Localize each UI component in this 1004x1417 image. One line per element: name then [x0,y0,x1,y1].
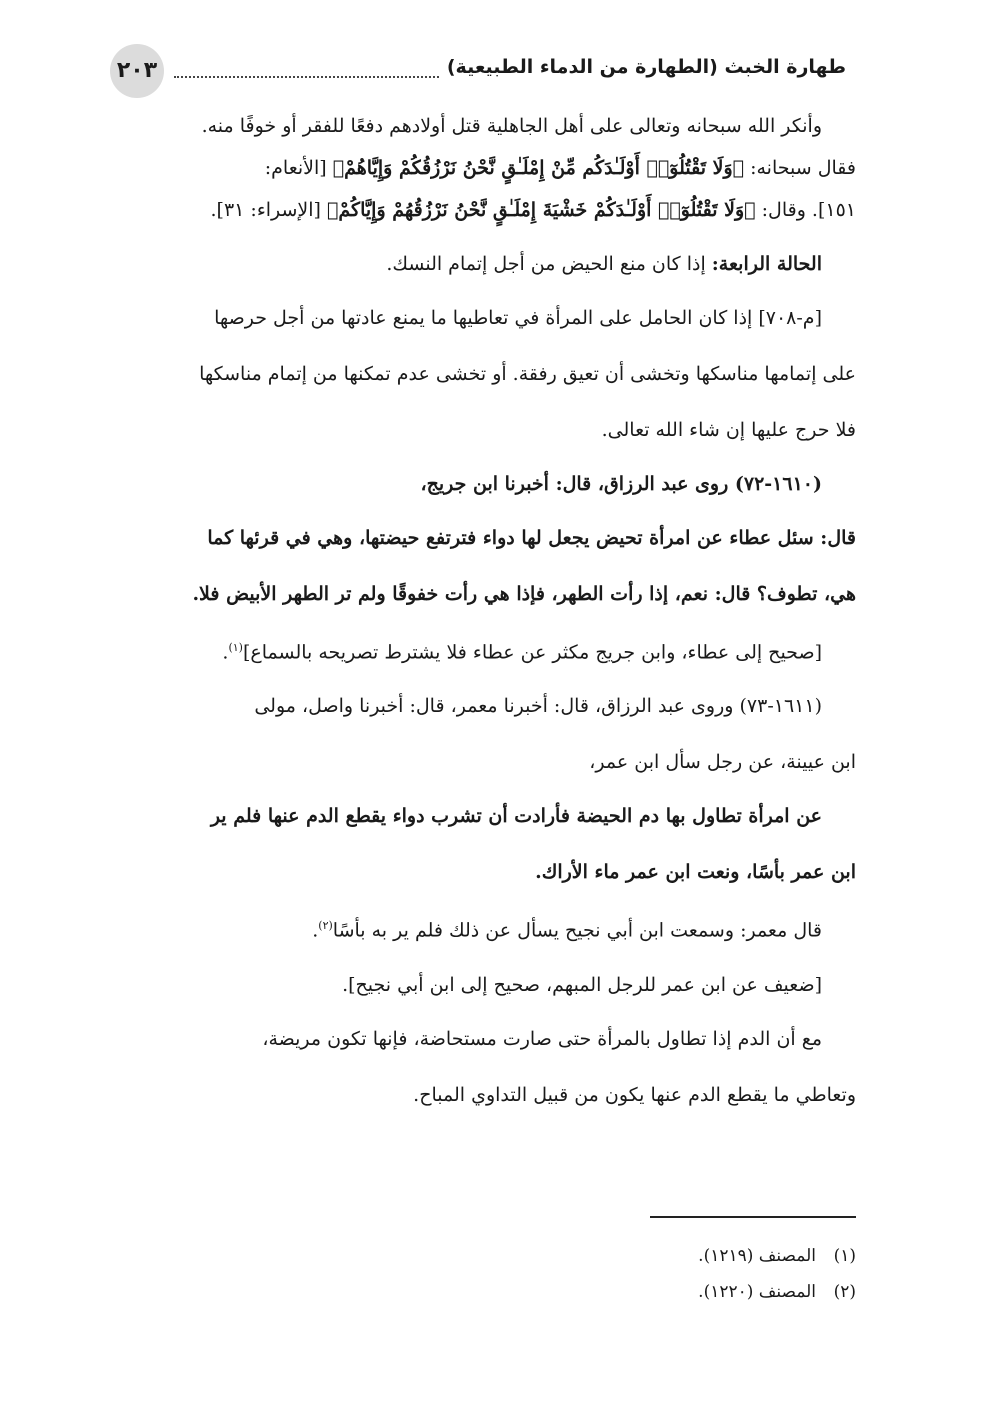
verse-reference: ١٥١]. وقال: [755,199,856,221]
grading-1 [114,634,856,666]
paragraph-1-line-3 [114,196,856,224]
hadith-text-2-line-2: ابن عمر بأسًا، ونعت ابن عمر ماء الأراك. [535,861,856,884]
paragraph-final-line-2: وتعاطي ما يقطع الدم عنها يكون من قبيل التداوي المباح. [413,1083,856,1106]
paragraph-final-line-1: مع أن الدم إذا تطاول بالمرأة حتى صارت مستحاضة، فإنها تكون مريضة، [262,1027,822,1050]
text: إذا كان منع الحيض من أجل إتمام النسك. [386,253,712,275]
quran-verse: ﴿وَلَا تَقْتُلُوٓا۟ أَوْلَـٰدَكُم مِّنْ إِمْلَـٰقٍ نَّحْنُ نَرْزُقُكُمْ وَإِيَّاهُمْ﴾ [332,157,745,179]
hadith-text-1-line-2: هي، تطوف؟ قال: نعم، إذا رأت الطهر، فإذا هي رأت خفوقًا ولم تر الطهر الأبيض فلا. [192,583,856,605]
paragraph-1-line-1: وأنكر الله سبحانه وتعالى على أهل الجاهلية قتل أولادهم دفعًا للفقر أو خوفًا منه. [201,115,822,137]
footnotes [148,1238,856,1310]
running-title: طهارة الخبث (الطهارة من الدماء الطبيعية) [441,56,846,78]
main-text [114,112,856,1109]
section-heading: الحالة الرابعة: [711,253,822,275]
text: قال معمر: وسمعت ابن أبي نجيح يسأل عن ذلك فلم ير به بأسًا [332,919,822,942]
quran-verse: ﴿وَلَا تَقْتُلُوٓا۟ أَوْلَـٰدَكُمْ خَشْيَةَ إِمْلَـٰقٍ نَّحْنُ نَرْزُقُهُمْ وَإِيَّاكُمْ﴾ [327,199,756,221]
text: . [222,641,229,664]
paragraph-3-line-3: فلا حرج عليها إن شاء الله تعالى. [601,419,856,441]
grading-2: [ضعيف عن ابن عمر للرجل المبهم، صحيح إلى ابن أبي نجيح]. [342,973,822,996]
hadith-text-2-line-1: عن امرأة تطاول بها دم الحيضة فأرادت أن تشرب دواء يقطع الدم عنها فلم ير [210,805,822,828]
footnote-text: المصنف (١٢١٩). [698,1246,816,1266]
footnote-separator [650,1216,856,1218]
footnote-1 [148,1238,856,1274]
paragraph-1-line-2 [114,154,856,182]
paragraph-3-line-2: على إتمامها مناسكها وتخشى أن تعيق رفقة. أو تخشى عدم تمكنها من إتمام مناسكها [199,363,856,385]
footnote-text: المصنف (١٢٢٠). [698,1282,816,1302]
page-header [110,44,846,96]
page-number: ٢٠٣ [110,44,164,98]
footnote-ref-2: (٢) [318,919,333,933]
verse-reference: [الأنعام: [264,157,333,179]
hadith-chain-2-line-2: ابن عيينة، عن رجل سأل ابن عمر، [589,751,856,774]
footnote-number: (١) [833,1246,856,1266]
verse-reference: [الإسراء: ٣١]. [210,199,327,221]
text: . [312,919,319,942]
hadith-text-1-line-1: قال: سئل عطاء عن امرأة تحيض يجعل لها دواء فترتفع حيضتها، وهي في قرئها كما [207,527,856,549]
report-line [114,912,856,944]
footnote-2 [148,1274,856,1310]
footnote-number: (٢) [833,1282,856,1302]
paragraph-3-line-1: [م-٧٠٨] إذا كان الحامل على المرأة في تعاطيها ما يمنع عادتها من أجل حرصها [214,307,822,329]
paragraph-2 [114,250,856,278]
hadith-chain-1: (١٦١٠-٧٢) روى عبد الرزاق، قال: أخبرنا ابن جريج، [420,473,822,495]
hadith-chain-2-line-1: (١٦١١-٧٣) وروى عبد الرزاق، قال: أخبرنا معمر، قال: أخبرنا واصل، مولى [254,695,822,718]
text: [صحيح إلى عطاء، وابن جريج مكثر عن عطاء فلا يشترط تصريحه بالسماع] [242,641,822,664]
footnote-ref-1: (١) [228,641,243,654]
text: فقال سبحانه: [744,157,856,179]
